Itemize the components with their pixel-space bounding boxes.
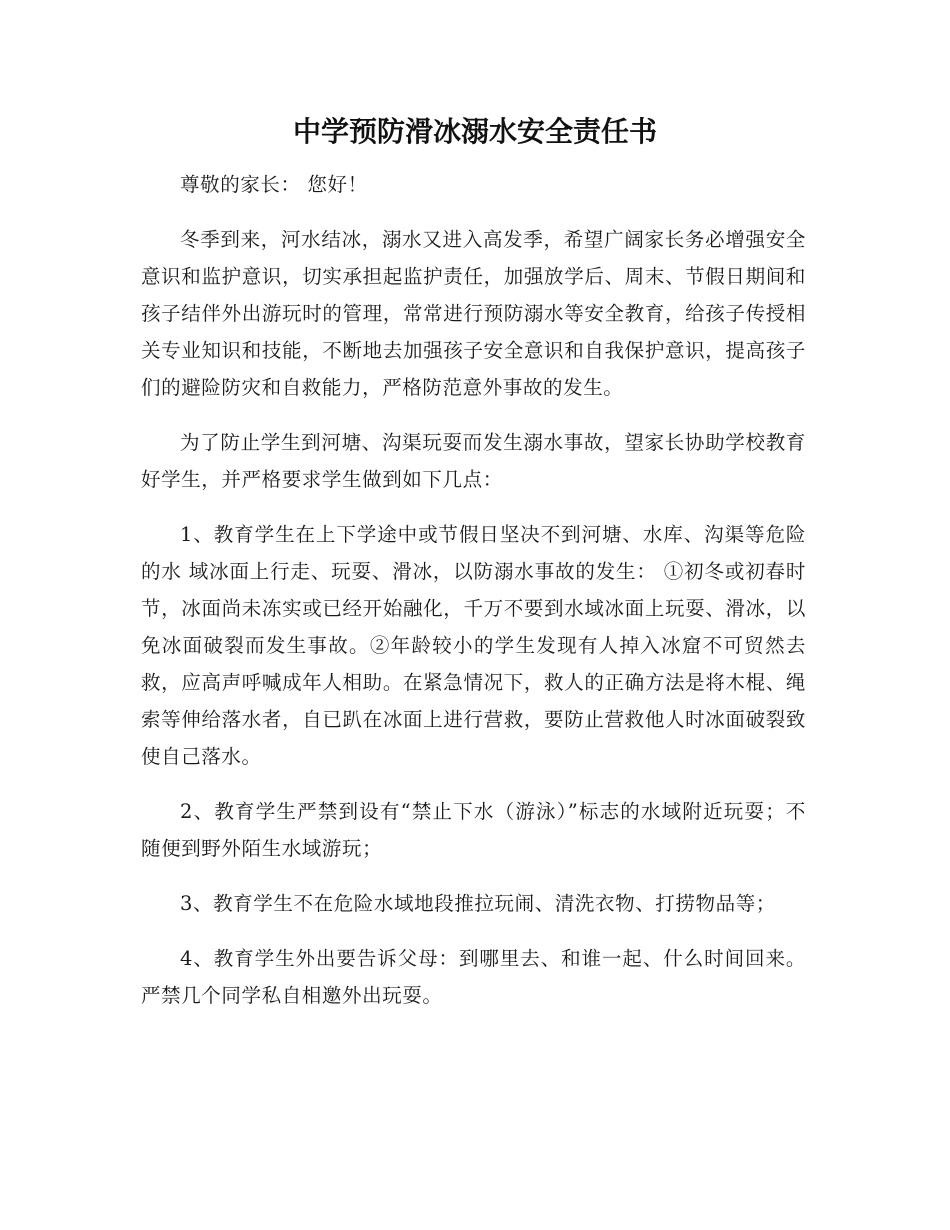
paragraph-item-3: 3、教育学生不在危险水域地段推拉玩闹、清洗衣物、打捞物品等；	[180, 892, 776, 915]
salutation: 尊敬的家长： 您好！	[180, 173, 368, 196]
paragraph-item-1: 1、教育学生在上下学途中或节假日坚决不到河塘、水库、沟渠等危险的水 域冰面上行走、玩耍、滑冰，以防溺水事故的发生： ①初冬或初春时节，冰面尚未冻实或已经开始融化，千万不要到水域冰面上玩耍、滑冰，以免冰面破裂而发生事故。②年龄较小的学生发现有人掉入冰窟不可贸然去救，应高声呼喊成年人相助。在紧急情况下，救人的正确方法是将木棍、绳索等伸给落水者，自已趴在冰面上进行营救，要防止营救他人时冰面破裂致使自己落水。	[141, 523, 806, 768]
paragraph-request: 为了防止学生到河塘、沟渠玩耍而发生溺水事故，望家长协助学校教育好学生，并严格要求学生做到如下几点：	[141, 431, 806, 491]
document-body	[141, 166, 806, 1032]
document-title: 中学预防滑冰溺水安全责任书	[292, 115, 657, 148]
paragraph-item-4: 4、教育学生外出要告诉父母：到哪里去、和谁一起、什么时间回来。严禁几个同学私自相邀外出玩耍。	[141, 947, 806, 1007]
paragraph-intro: 冬季到来，河水结冰，溺水又进入高发季，希望广阔家长务必增强安全意识和监护意识，切实承担起监护责任，加强放学后、周末、节假日期间和孩子结伴外出游玩时的管理，常常进行预防溺水等安全教育，给孩子传授相关专业知识和技能，不断地去加强孩子安全意识和自我保护意识，提高孩子们的避险防灾和自救能力，严格防范意外事故的发生。	[141, 228, 806, 399]
paragraph-item-2: 2、教育学生严禁到设有“禁止下水（游泳）”标志的水域附近玩耍；不随便到野外陌生水域游玩；	[141, 800, 806, 860]
